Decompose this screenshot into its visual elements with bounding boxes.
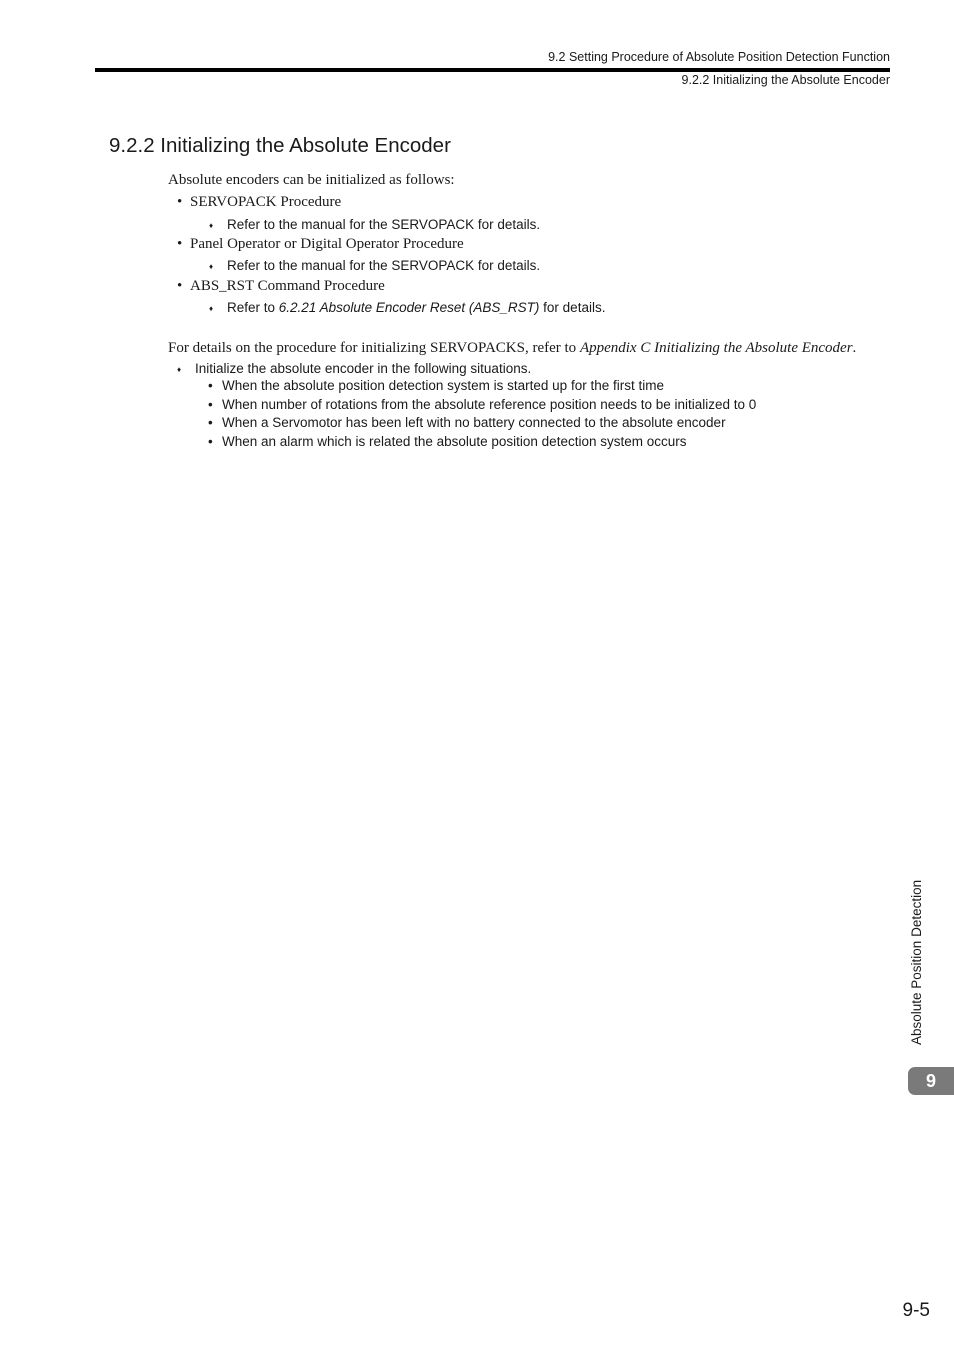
diamond-bullet-icon: ♦ <box>209 262 214 271</box>
abs-rst-reference-link[interactable]: 6.2.21 Absolute Encoder Reset (ABS_RST) <box>278 300 540 315</box>
situation-item: When a Servomotor has been left with no battery connected to the absolute encoder <box>222 415 726 430</box>
appendix-c-reference-link[interactable]: Appendix C Initializing the Absolute Encoder <box>579 340 853 356</box>
method-operator-note: Refer to the manual for the SERVOPACK for details. <box>227 258 541 273</box>
details-suffix: . <box>852 340 857 356</box>
bullet-icon: • <box>208 397 213 412</box>
bullet-icon: • <box>208 415 213 430</box>
diamond-bullet-icon: ♦ <box>209 221 214 230</box>
method-abs-rst: ABS_RST Command Procedure <box>190 278 385 294</box>
method-abs-rst-note <box>227 300 605 315</box>
bullet-icon: • <box>177 236 183 252</box>
method-servopack-note: Refer to the manual for the SERVOPACK for details. <box>227 217 541 232</box>
chapter-tab: 9 <box>908 1067 954 1095</box>
page-number: 9-5 <box>902 1300 930 1321</box>
diamond-bullet-icon: ♦ <box>209 304 214 313</box>
method-operator: Panel Operator or Digital Operator Procedure <box>190 236 464 252</box>
situation-item: When the absolute position detection system is started up for the first time <box>222 378 664 393</box>
situations-intro: Initialize the absolute encoder in the following situations. <box>195 361 532 376</box>
bullet-icon: • <box>177 278 183 294</box>
bullet-icon: • <box>208 434 213 449</box>
diamond-bullet-icon: ♦ <box>177 365 182 374</box>
situation-item: When an alarm which is related the absolute position detection system occurs <box>222 434 687 449</box>
intro-text: Absolute encoders can be initialized as follows: <box>168 172 455 188</box>
method-servopack: SERVOPACK Procedure <box>190 194 342 210</box>
chapter-side-label: Absolute Position Detection <box>909 879 924 1045</box>
running-header-subsection: 9.2.2 Initializing the Absolute Encoder <box>681 73 890 87</box>
details-paragraph <box>168 340 856 357</box>
bullet-icon: • <box>177 194 183 210</box>
bullet-icon: • <box>208 378 213 393</box>
section-title: 9.2.2 Initializing the Absolute Encoder <box>109 134 451 157</box>
note-suffix: for details. <box>539 300 606 315</box>
header-rule <box>95 68 890 72</box>
running-header-section: 9.2 Setting Procedure of Absolute Position Detection Function <box>548 50 890 64</box>
details-prefix: For details on the procedure for initializing SERVOPACKS, refer to <box>168 340 580 356</box>
note-prefix: Refer to <box>227 300 279 315</box>
situation-item: When number of rotations from the absolute reference position needs to be initialized to 0 <box>222 397 757 412</box>
